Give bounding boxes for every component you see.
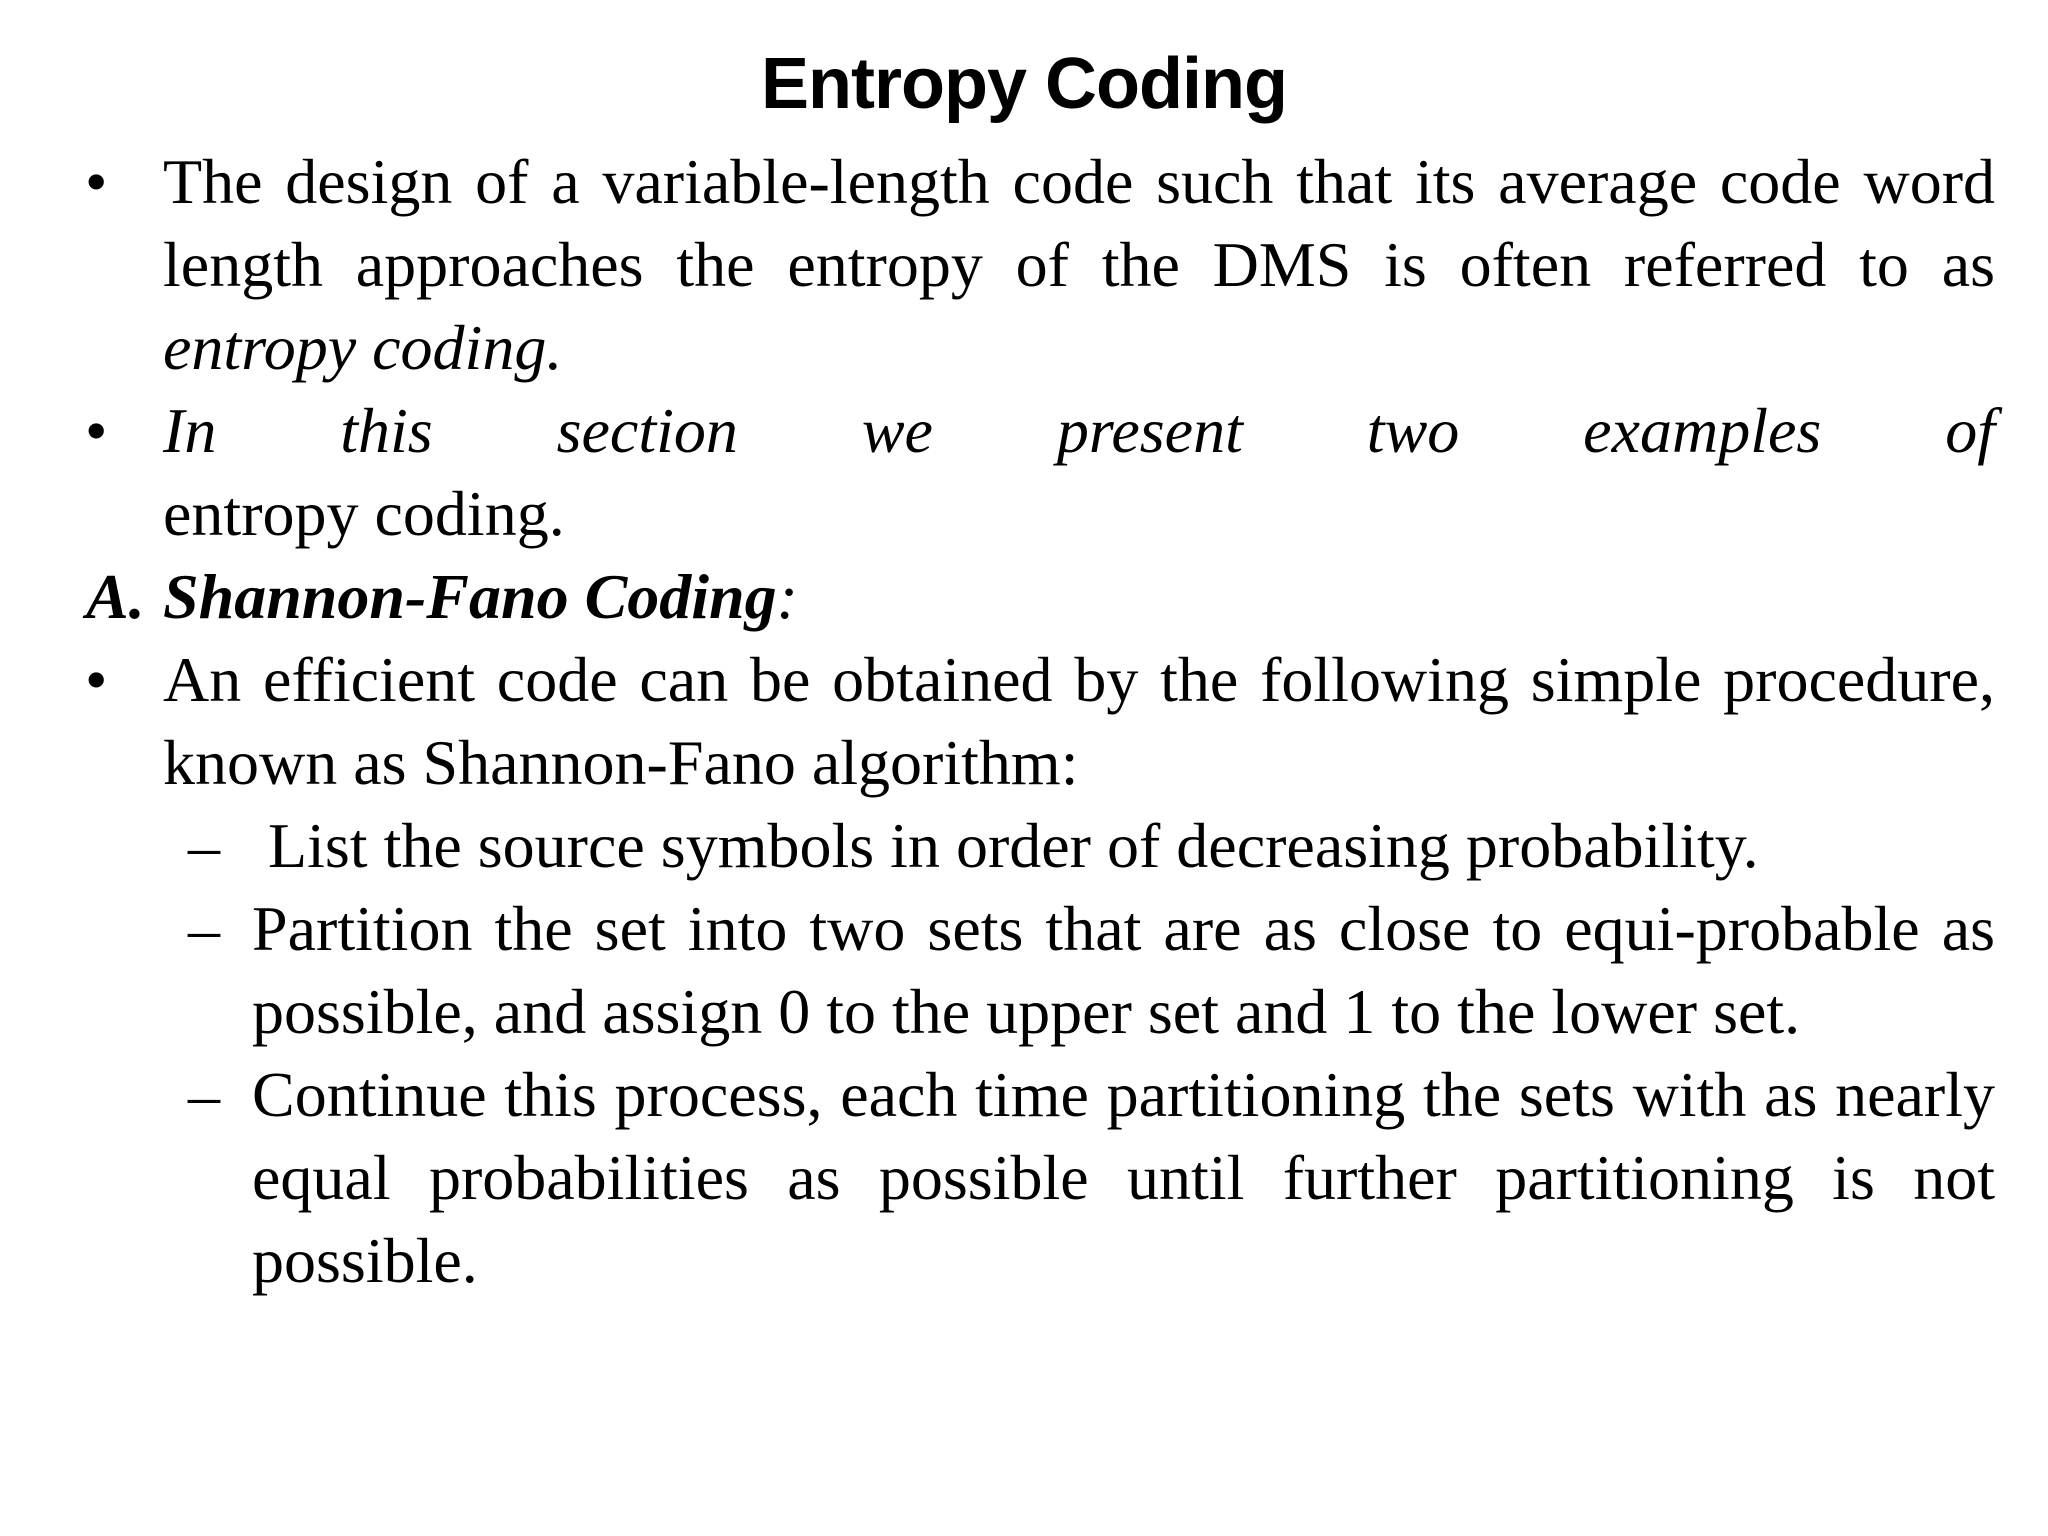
sub-bullet-item (188, 804, 1995, 887)
step-text: List the source symbols in order of decreasing probability. (252, 810, 1759, 881)
bullet-item (85, 389, 1995, 555)
bullet-item (85, 638, 1995, 804)
slide-title: Entropy Coding (761, 44, 1287, 124)
bullet-text: An efficient code can be obtained by the following simple procedure, known as Shannon-Fano algorithm: (163, 644, 1995, 798)
step-text: Partition the set into two sets that are as close to equi-probable as possible, and assign 0 to the upper set and 1 to the lower set. (252, 893, 1995, 1047)
section-suffix: : (776, 561, 798, 632)
bullet-text: The design of a variable-length code such that its average code word length approaches the entropy of the DMS is often referred to as (163, 146, 1995, 300)
section-label: A. (86, 561, 145, 632)
dash-marker: – (188, 1059, 220, 1130)
dash-marker: – (188, 810, 220, 881)
section-title: Shannon-Fano Coding (163, 561, 777, 632)
step-text: Continue this process, each time partitioning the sets with as nearly equal probabilities as possible until further partitioning is not possible. (252, 1059, 1995, 1296)
slide-content (0, 140, 2048, 1302)
dash-marker: – (188, 893, 220, 964)
bullet-marker: • (85, 644, 108, 715)
bullet-marker: • (85, 395, 108, 466)
sub-bullet-item (188, 887, 1995, 1053)
bullet-italic-line: In this section we present two examples of (163, 395, 1995, 466)
bullet-text: entropy coding. (163, 478, 565, 549)
bullet-marker: • (85, 146, 108, 217)
sub-bullet-item (188, 1053, 1995, 1302)
bullet-item (85, 140, 1995, 389)
section-heading (86, 555, 1995, 638)
bullet-emphasis: entropy coding. (163, 312, 563, 383)
